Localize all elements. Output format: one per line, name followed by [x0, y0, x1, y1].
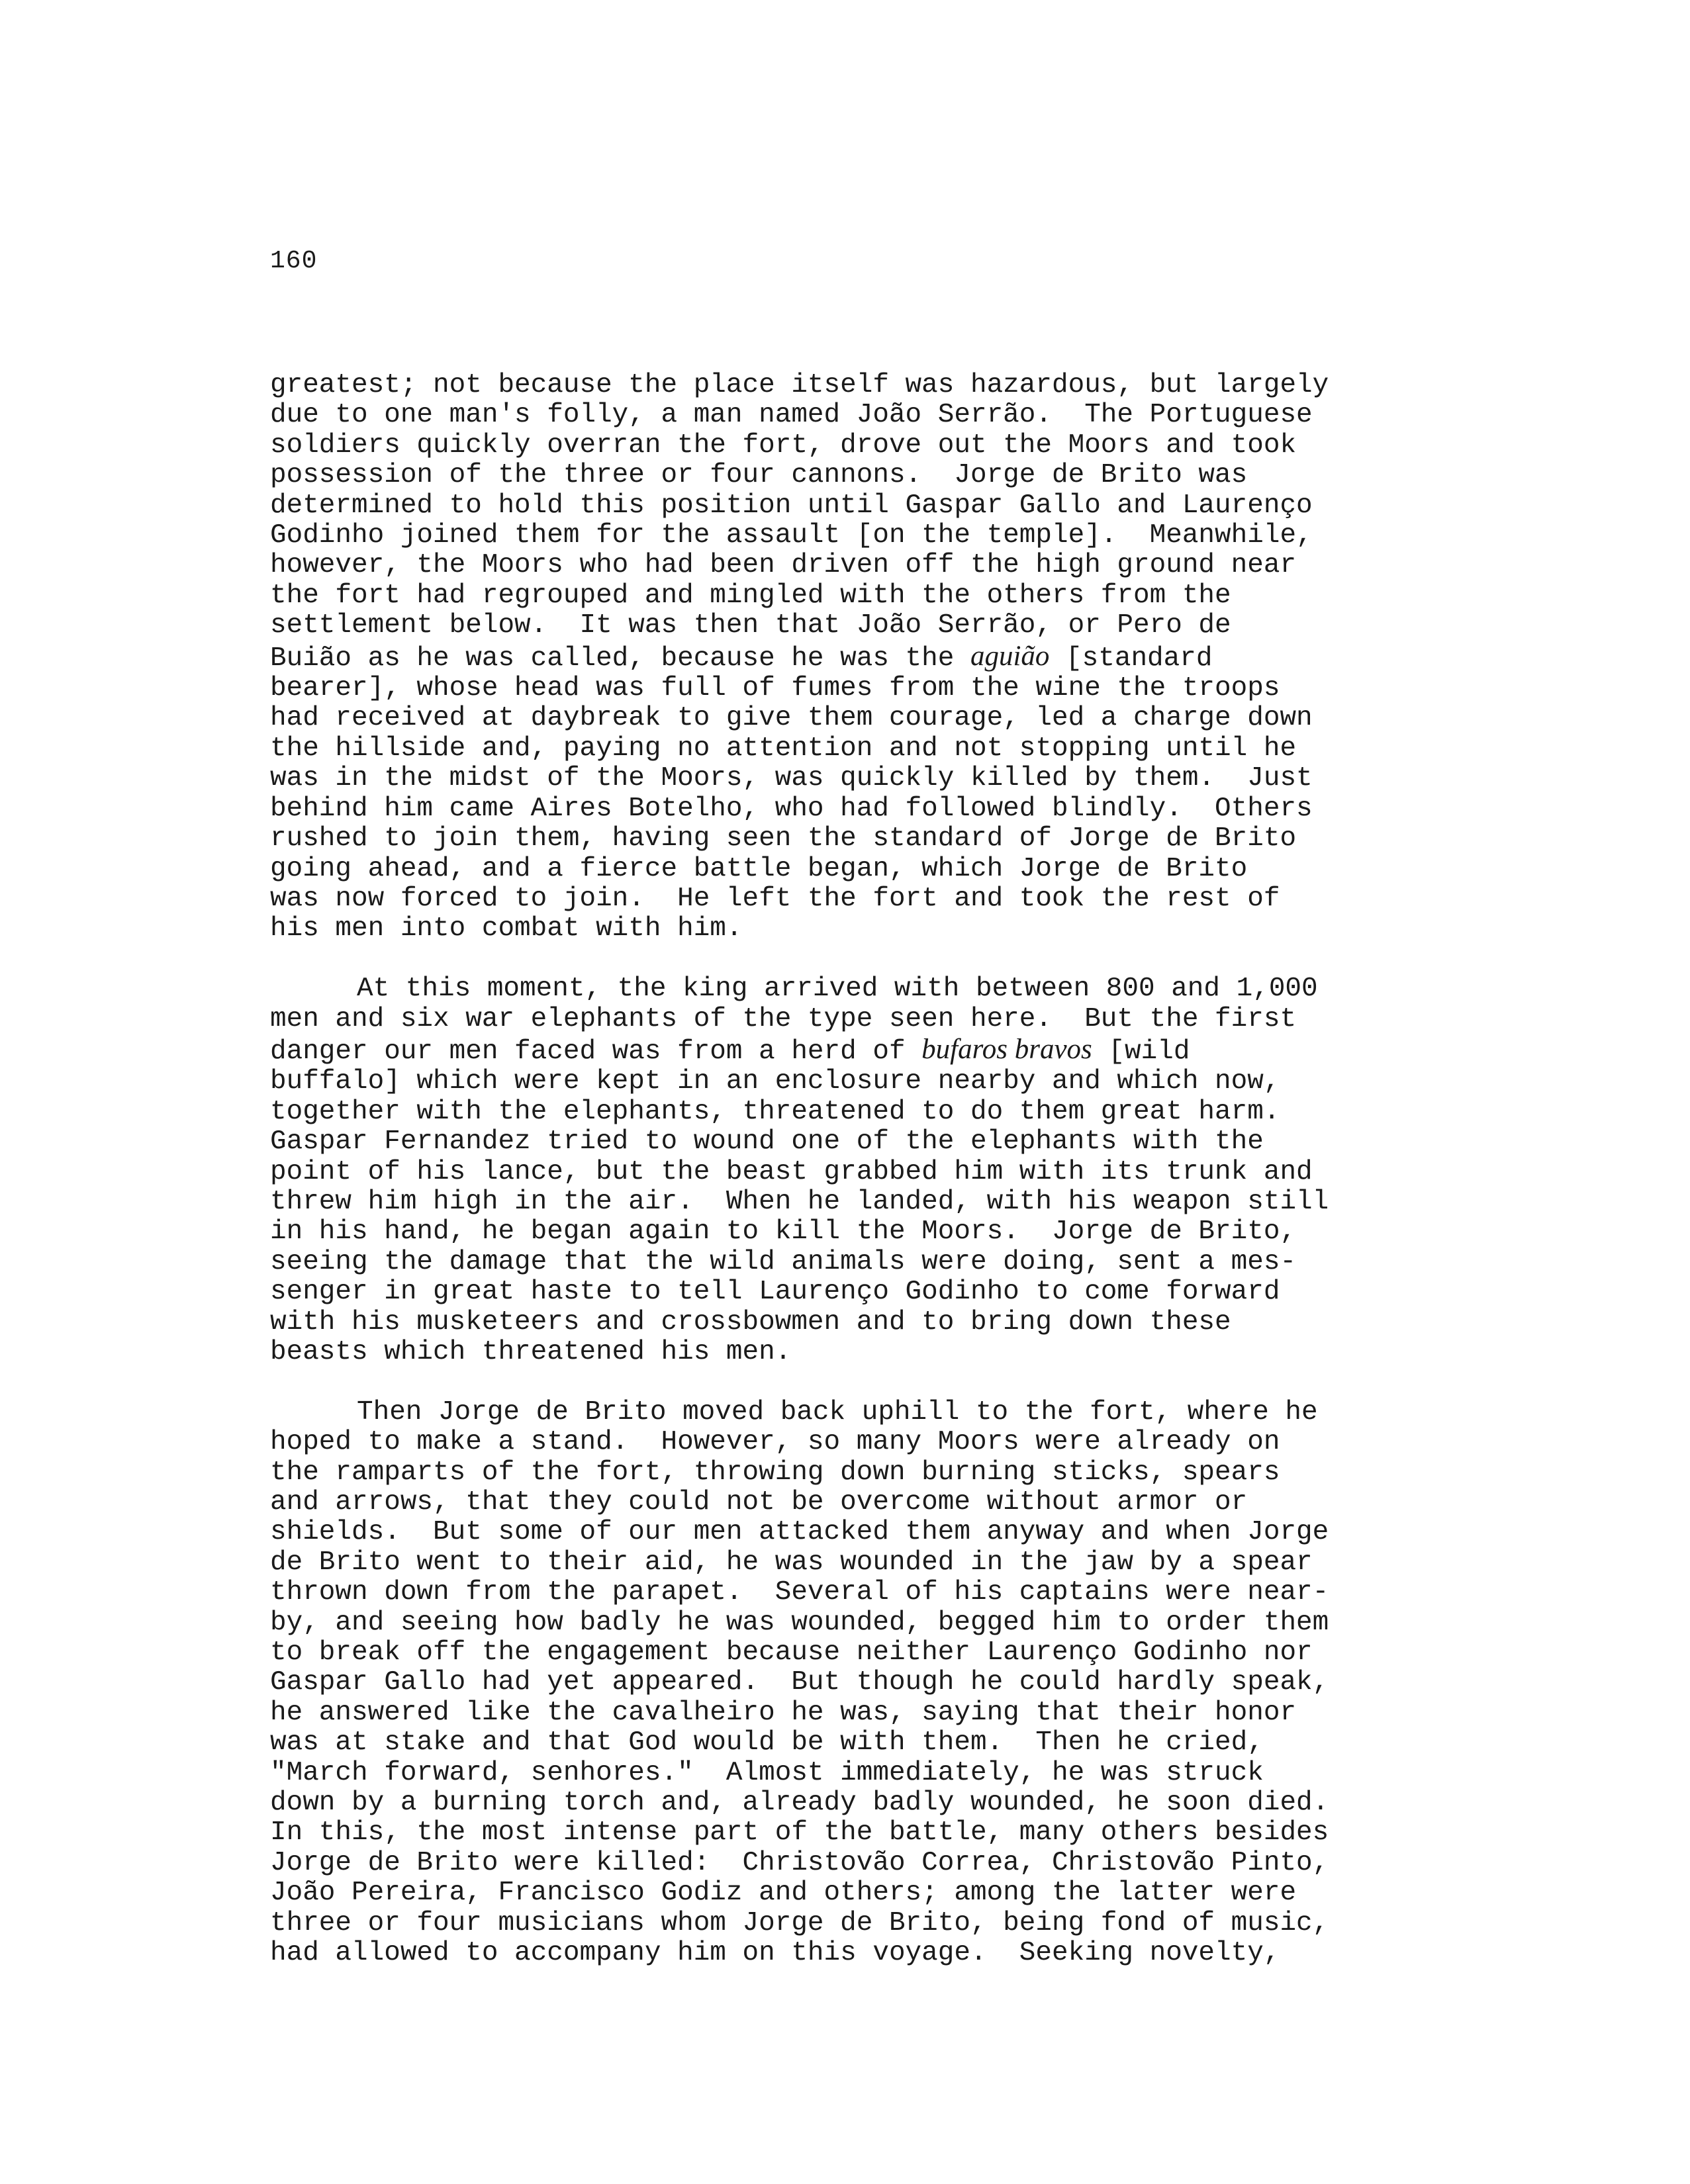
text-line: threw him high in the air. When he landed, with his weapon still	[270, 1186, 1329, 1217]
text-line: Godinho joined them for the assault [on the temple]. Meanwhile,	[270, 520, 1313, 551]
text-line: the ramparts of the fort, throwing down burning sticks, spears	[270, 1457, 1280, 1488]
text-line: point of his lance, but the beast grabbed him with its trunk and	[270, 1156, 1313, 1187]
text-line: with his musketeers and crossbowmen and to bring down these	[270, 1306, 1231, 1338]
text-line: men and six war elephants of the type seen here. But the first	[270, 1003, 1297, 1034]
italic-term: bufaros bravos	[921, 1033, 1092, 1065]
text-line: was at stake and that God would be with them. Then he cried,	[270, 1727, 1264, 1758]
body-text	[270, 371, 1448, 1969]
text-line: danger our men faced was from a herd of bufaros bravos [wild	[270, 1033, 1190, 1067]
text-line: Gaspar Gallo had yet appeared. But though he could hardly speak,	[270, 1667, 1329, 1698]
text-line: bearer], whose head was full of fumes from the wine the troops	[270, 673, 1280, 704]
text-line: had allowed to accompany him on this voyage. Seeking novelty,	[270, 1938, 1280, 1969]
text-line: Buião as he was called, because he was the aguião [standard	[270, 640, 1213, 674]
paragraph	[270, 1398, 1448, 1969]
text-line: seeing the damage that the wild animals were doing, sent a mes-	[270, 1246, 1297, 1277]
text-line: the hillside and, paying no attention and not stopping until he	[270, 733, 1297, 764]
text-line: behind him came Aires Botelho, who had followed blindly. Others	[270, 793, 1313, 824]
text-line: buffalo] which were kept in an enclosure nearby and which now,	[270, 1066, 1280, 1097]
text-line: possession of the three or four cannons. Jorge de Brito was	[270, 460, 1248, 491]
text-line: João Pereira, Francisco Godiz and others; among the latter were	[270, 1878, 1297, 1909]
text-line: was now forced to join. He left the fort and took the rest of	[270, 883, 1280, 914]
text-line: to break off the engagement because neither Laurenço Godinho nor	[270, 1637, 1313, 1668]
paragraph	[270, 371, 1448, 944]
text-line: Jorge de Brito were killed: Christovão Correa, Christovão Pinto,	[270, 1847, 1329, 1878]
text-line: was in the midst of the Moors, was quickly killed by them. Just	[270, 763, 1313, 794]
text-line: had received at daybreak to give them courage, led a charge down	[270, 703, 1313, 734]
text-line: in his hand, he began again to kill the Moors. Jorge de Brito,	[270, 1216, 1297, 1248]
text-line: "March forward, senhores." Almost immediately, he was struck	[270, 1757, 1264, 1788]
text-line: de Brito went to their aid, he was wounded in the jaw by a spear	[270, 1547, 1313, 1578]
text-line: and arrows, that they could not be overcome without armor or	[270, 1487, 1248, 1518]
text-line: At this moment, the king arrived with between 800 and 1,000	[357, 974, 1318, 1005]
text-line: going ahead, and a fierce battle began, which Jorge de Brito	[270, 853, 1248, 884]
text-line: hoped to make a stand. However, so many Moors were already on	[270, 1427, 1280, 1458]
text-line: greatest; not because the place itself was hazardous, but largely	[270, 370, 1329, 400]
text-line: In this, the most intense part of the battle, many others besides	[270, 1817, 1329, 1848]
text-line: however, the Moors who had been driven off the high ground near	[270, 550, 1297, 581]
text-line: Then Jorge de Brito moved back uphill to the fort, where he	[357, 1396, 1318, 1428]
text-line: by, and seeing how badly he was wounded, begged him to order them	[270, 1607, 1329, 1638]
text-line: soldiers quickly overran the fort, drove out the Moors and took	[270, 430, 1297, 461]
text-line: settlement below. It was then that João Serrão, or Pero de	[270, 610, 1231, 641]
text-line: down by a burning torch and, already badly wounded, he soon died.	[270, 1788, 1329, 1819]
italic-term: aguião	[970, 640, 1050, 672]
page-number: 160	[270, 247, 318, 275]
text-line: Gaspar Fernandez tried to wound one of the elephants with the	[270, 1126, 1264, 1158]
text-line: his men into combat with him.	[270, 913, 743, 944]
text-line: he answered like the cavalheiro he was, saying that their honor	[270, 1697, 1297, 1728]
text-line: thrown down from the parapet. Several of his captains were near-	[270, 1577, 1329, 1608]
text-line: senger in great haste to tell Laurenço Godinho to come forward	[270, 1277, 1280, 1308]
text-line: three or four musicians whom Jorge de Brito, being fond of music,	[270, 1907, 1329, 1938]
text-line: shields. But some of our men attacked them anyway and when Jorge	[270, 1517, 1329, 1548]
text-line: due to one man's folly, a man named João Serrão. The Portuguese	[270, 400, 1313, 431]
text-line: rushed to join them, having seen the standard of Jorge de Brito	[270, 823, 1297, 854]
text-line: beasts which threatened his men.	[270, 1336, 792, 1367]
text-line: determined to hold this position until Gaspar Gallo and Laurenço	[270, 490, 1313, 521]
text-line: together with the elephants, threatened to do them great harm.	[270, 1096, 1280, 1127]
paragraph	[270, 974, 1448, 1367]
text-line: the fort had regrouped and mingled with the others from the	[270, 580, 1231, 611]
